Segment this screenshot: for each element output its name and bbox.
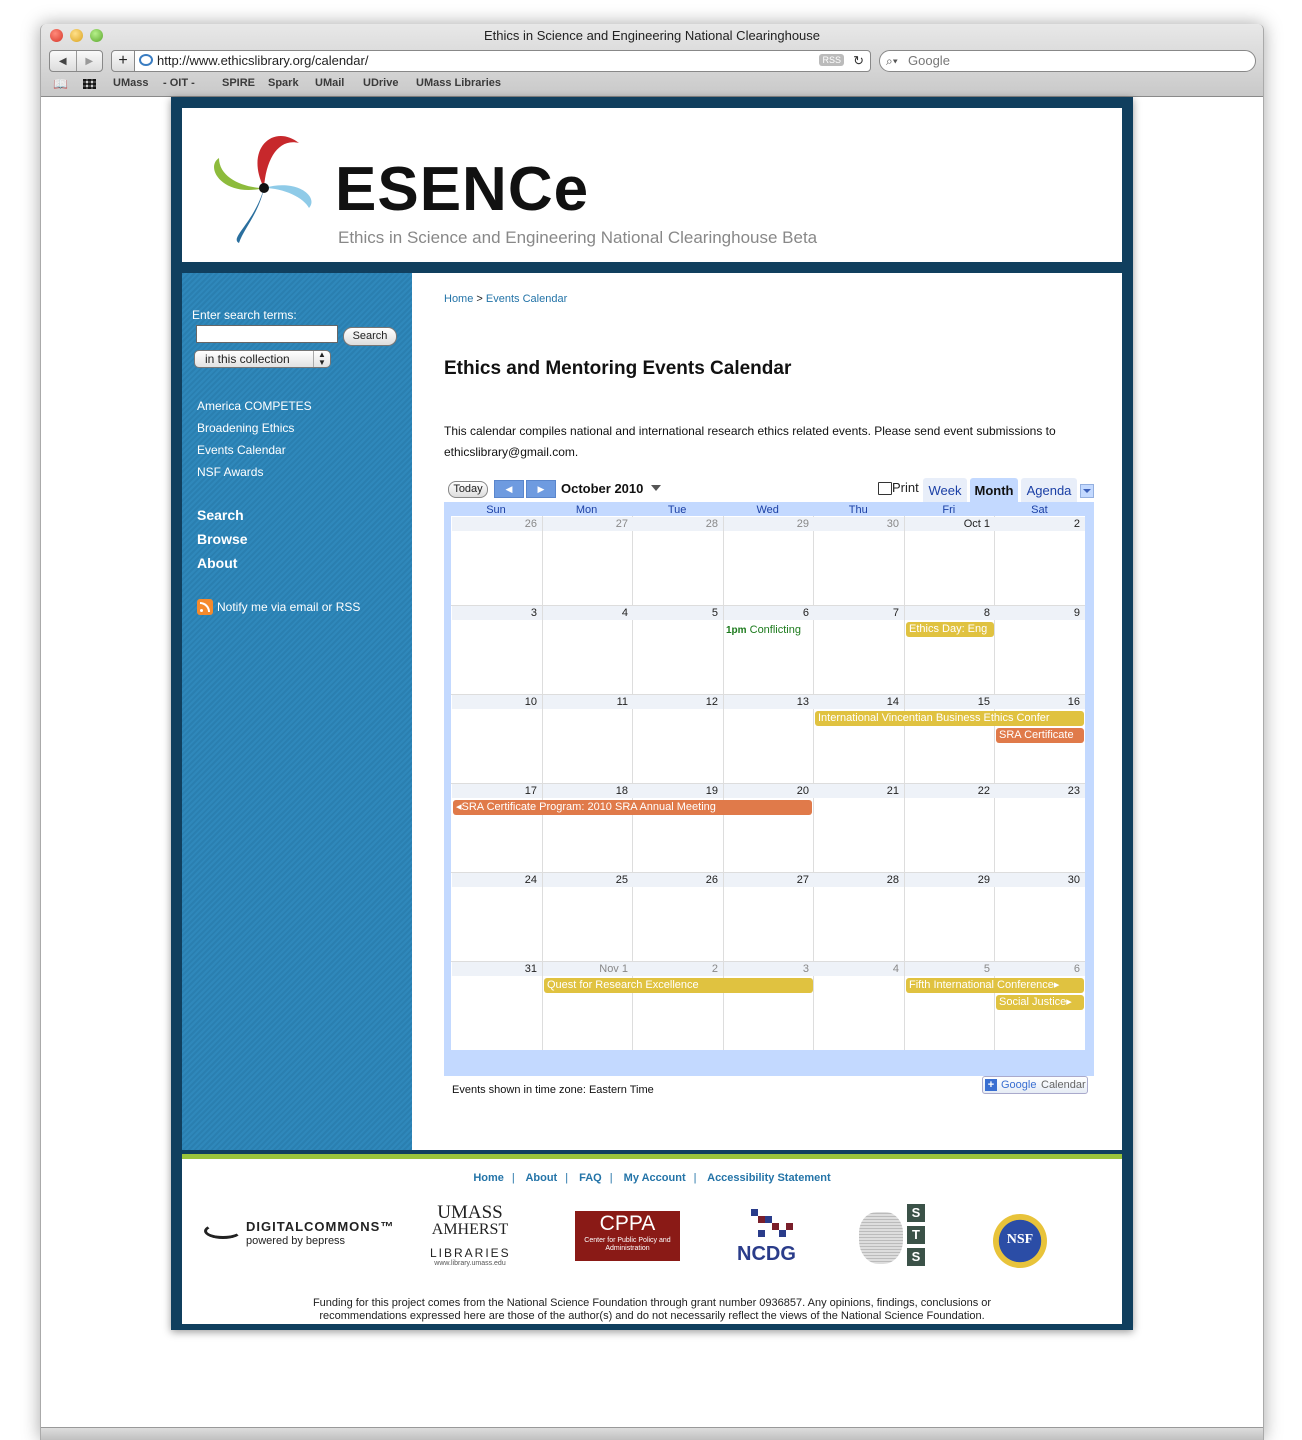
day-number[interactable]: 25 [615, 874, 628, 886]
day-number[interactable]: 23 [1067, 785, 1080, 797]
page-title: Ethics and Mentoring Events Calendar [444, 358, 792, 379]
page-icon [139, 54, 153, 66]
back-arrow-icon[interactable]: ◀ [58, 55, 67, 67]
window-title: Ethics in Science and Engineering National Clearinghouse [483, 28, 821, 43]
sidebar-link-events-calendar[interactable]: Events Calendar [197, 443, 286, 457]
calendar-event[interactable]: SRA Certificate [996, 728, 1084, 743]
footer-link-about[interactable]: About [525, 1172, 558, 1184]
ncdg-logo-text: NCDG [737, 1243, 796, 1265]
search-icon: ⌕▾ [886, 54, 898, 68]
main-content [412, 273, 1122, 1150]
day-number[interactable]: 15 [977, 696, 990, 708]
weekday-header: Wed [756, 504, 779, 516]
bookmark-umass[interactable]: UMass [113, 77, 149, 89]
umass-logo-line1: UMASS [437, 1202, 503, 1223]
sts-logo[interactable] [859, 1204, 929, 1272]
sts-letter-3: S [907, 1248, 925, 1266]
search-scope-select[interactable] [194, 350, 331, 368]
weekday-header: Fri [942, 504, 956, 516]
calendar-event[interactable]: International Vincentian Business Ethics Confer [815, 711, 1084, 726]
footer-link-accessibility[interactable]: Accessibility Statement [707, 1172, 831, 1184]
timezone-note: Events shown in time zone: Eastern Time [452, 1084, 654, 1096]
event-time: 1pm [726, 625, 747, 636]
day-number[interactable]: 31 [524, 963, 537, 975]
events-calendar [444, 478, 1094, 1096]
address-bar[interactable] [134, 50, 871, 72]
umass-libraries-logo[interactable] [430, 1204, 510, 1267]
today-button[interactable]: Today [448, 481, 488, 498]
day-number[interactable]: 17 [524, 785, 537, 797]
day-number[interactable]: 14 [886, 696, 899, 708]
month-label: October 2010 [561, 481, 644, 496]
day-number[interactable]: 3 [802, 963, 809, 975]
sidebar-link-america-competes[interactable]: America COMPETES [197, 399, 312, 413]
print-button[interactable]: Print [892, 480, 919, 495]
day-number[interactable]: 5 [711, 607, 718, 619]
day-number[interactable]: 26 [705, 874, 718, 886]
day-number[interactable]: 8 [983, 607, 990, 619]
bookmark-udrive[interactable]: UDrive [363, 77, 399, 89]
umass-logo-line3: LIBRARIES [430, 1246, 511, 1260]
plus-icon: + [985, 1079, 997, 1091]
rss-icon[interactable] [197, 599, 213, 615]
breadcrumb-home[interactable]: Home [444, 293, 474, 305]
web-search-placeholder: Google [908, 53, 950, 68]
nsf-logo-text: NSF [1006, 1232, 1034, 1247]
cppa-logo-subtitle: Center for Public Policy and Administration [584, 1237, 671, 1252]
brand-name[interactable]: ESENCe [335, 155, 590, 224]
nav-about[interactable]: About [197, 555, 238, 571]
top-sites-grid-icon[interactable] [83, 79, 96, 89]
sidebar-link-nsf-awards[interactable]: NSF Awards [197, 465, 264, 479]
day-number[interactable]: 18 [615, 785, 628, 797]
nsf-logo[interactable] [985, 1206, 1055, 1276]
footer-link-faq[interactable]: FAQ [579, 1172, 602, 1184]
search-label: Enter search terms: [192, 308, 297, 322]
prev-month-button[interactable]: ◀ [494, 480, 524, 498]
day-number[interactable]: 7 [892, 607, 899, 619]
day-number[interactable]: 6 [802, 607, 809, 619]
funding-line-2: recommendations expressed here are those of the author(s) and do not necessarily reflect the views of the National Science Foundation. [319, 1310, 985, 1322]
esence-logo-icon[interactable] [204, 128, 324, 248]
weekday-header: Tue [667, 504, 687, 516]
digital-commons-swoosh-icon [204, 1223, 242, 1239]
wireframe-face-icon [859, 1212, 903, 1264]
notify-link[interactable]: Notify me via email or RSS [217, 600, 361, 614]
history-nav [49, 50, 103, 72]
day-number[interactable]: 4 [621, 607, 628, 619]
day-number[interactable]: 28 [705, 518, 718, 530]
day-number[interactable]: 9 [1073, 607, 1080, 619]
breadcrumb [444, 293, 567, 305]
sts-letter-2: T [907, 1226, 925, 1244]
reload-icon[interactable]: ↻ [853, 53, 864, 68]
tab-month[interactable]: Month [970, 478, 1018, 502]
url-text: http://www.ethicslibrary.org/calendar/ [157, 53, 369, 68]
search-scope-value: in this collection [205, 352, 290, 366]
day-number[interactable]: 27 [796, 874, 809, 886]
day-number[interactable]: 21 [886, 785, 899, 797]
brand-tagline: Ethics in Science and Engineering National Clearinghouse Beta [338, 228, 818, 247]
breadcrumb-separator: > [476, 293, 483, 305]
calendar-toolbar [444, 478, 1094, 502]
bookmark-spark[interactable]: Spark [268, 77, 299, 89]
umass-logo-url: www.library.umass.edu [434, 1260, 506, 1267]
day-number[interactable]: 5 [983, 963, 990, 975]
forward-arrow-icon[interactable]: ▶ [76, 51, 103, 71]
day-number[interactable]: 4 [892, 963, 899, 975]
funding-line-1: Funding for this project comes from the National Science Foundation through grant number 0936857. Any opinions, findings, conclusions or [312, 1297, 992, 1309]
bookmark-umass-libraries[interactable]: UMass Libraries [416, 77, 501, 89]
google-calendar-button[interactable] [982, 1076, 1088, 1094]
month-grid [451, 516, 1085, 1050]
intro-line-1: This calendar compiles national and international research ethics related events. Please send event submissions to [444, 424, 1056, 438]
sidebar-link-broadening-ethics[interactable]: Broadening Ethics [197, 421, 295, 435]
gcal-calendar-label: Calendar [1041, 1079, 1086, 1091]
umass-logo-line2: AMHERST [431, 1221, 509, 1238]
weekday-header: Sat [1031, 504, 1048, 516]
day-number[interactable]: 6 [1073, 963, 1080, 975]
event-title: Conflicting [749, 624, 801, 636]
gcal-google-label: Google [1001, 1079, 1037, 1091]
browser-toolbar [41, 24, 1263, 97]
cppa-logo[interactable] [575, 1211, 680, 1261]
calendar-event[interactable]: Social Justice▸ [996, 995, 1084, 1010]
calendar-event[interactable]: Fifth International Conference▸ [906, 978, 1084, 993]
site-container [171, 97, 1133, 1330]
weekday-header: Sun [486, 504, 506, 516]
digital-commons-subtitle: powered by bepress [246, 1235, 346, 1247]
day-number[interactable]: 2 [711, 963, 718, 975]
sidebar [182, 273, 412, 1150]
select-arrows-icon: ▲ ▼ [313, 351, 330, 367]
digital-commons-title: DIGITALCOMMONS™ [246, 1219, 395, 1234]
footer-link-my-account[interactable]: My Account [623, 1172, 686, 1184]
bookmark-oit[interactable]: - OIT - [163, 77, 195, 89]
footer-links: Home | About | FAQ | My Account | Accessibility Statement [473, 1172, 831, 1184]
site-header [182, 108, 1122, 262]
day-number[interactable]: 28 [886, 874, 899, 886]
bookmark-umail[interactable]: UMail [315, 77, 345, 89]
calendar-event[interactable] [726, 624, 801, 636]
browser-window [40, 24, 1264, 1440]
add-bookmark-button[interactable]: + [111, 50, 135, 72]
day-number[interactable]: 11 [616, 696, 628, 708]
day-number[interactable]: 26 [524, 518, 537, 530]
day-number[interactable]: 29 [977, 874, 990, 886]
tab-agenda[interactable]: Agenda [1021, 478, 1077, 502]
intro-email: ethicslibrary@gmail.com. [444, 445, 579, 459]
funding-statement [182, 1297, 1122, 1323]
day-number[interactable]: 2 [1073, 518, 1080, 530]
day-number[interactable]: 19 [705, 785, 718, 797]
rss-badge[interactable]: RSS [819, 54, 844, 66]
day-number[interactable]: 27 [615, 518, 628, 530]
footer-link-home[interactable]: Home [473, 1172, 504, 1184]
search-input[interactable] [196, 325, 338, 343]
day-number[interactable]: 22 [977, 785, 990, 797]
day-number[interactable]: 3 [530, 607, 537, 619]
day-number[interactable]: Oct 1 [963, 518, 990, 530]
tab-week[interactable]: Week [923, 478, 967, 502]
day-number[interactable]: 12 [705, 696, 718, 708]
day-number[interactable]: 24 [524, 874, 537, 886]
nav-search[interactable]: Search [197, 507, 244, 523]
day-number[interactable]: 16 [1067, 696, 1080, 708]
day-number[interactable]: 30 [1067, 874, 1080, 886]
nav-browse[interactable]: Browse [197, 531, 248, 547]
weekday-header: Thu [848, 504, 868, 516]
bookmarks-bar [41, 76, 1263, 94]
ncdg-logo[interactable] [737, 1209, 807, 1269]
sts-letter-1: S [907, 1204, 925, 1222]
day-number[interactable]: Nov 1 [599, 963, 628, 975]
day-number[interactable]: 10 [524, 696, 537, 708]
bookmark-spire[interactable]: SPIRE [222, 77, 256, 89]
calendar-event[interactable]: Ethics Day: Eng [906, 622, 994, 637]
calendar-event[interactable]: Quest for Research Excellence [544, 978, 813, 993]
search-button[interactable]: Search [343, 327, 397, 346]
next-month-button[interactable]: ▶ [526, 480, 556, 498]
tab-menu-arrow-icon[interactable] [1080, 484, 1094, 498]
site-footer [182, 1154, 1122, 1324]
intro-text [444, 421, 1084, 463]
printer-icon[interactable] [878, 482, 892, 495]
weekday-header: Mon [575, 504, 598, 516]
calendar-event[interactable]: ◂SRA Certificate Program: 2010 SRA Annual Meeting [453, 800, 812, 815]
web-search-field[interactable] [879, 50, 1256, 72]
cppa-logo-title: CPPA [599, 1212, 656, 1235]
day-number[interactable]: 29 [796, 518, 809, 530]
day-number[interactable]: 30 [886, 518, 899, 530]
calendar-grid-frame [444, 502, 1094, 1096]
breadcrumb-current[interactable]: Events Calendar [485, 293, 568, 305]
day-number[interactable]: 20 [796, 785, 809, 797]
status-bar [41, 1427, 1263, 1440]
book-icon[interactable]: 📖 [53, 77, 68, 91]
month-dropdown-icon[interactable] [651, 485, 661, 491]
page-viewport [41, 97, 1263, 1427]
day-number[interactable]: 13 [796, 696, 809, 708]
